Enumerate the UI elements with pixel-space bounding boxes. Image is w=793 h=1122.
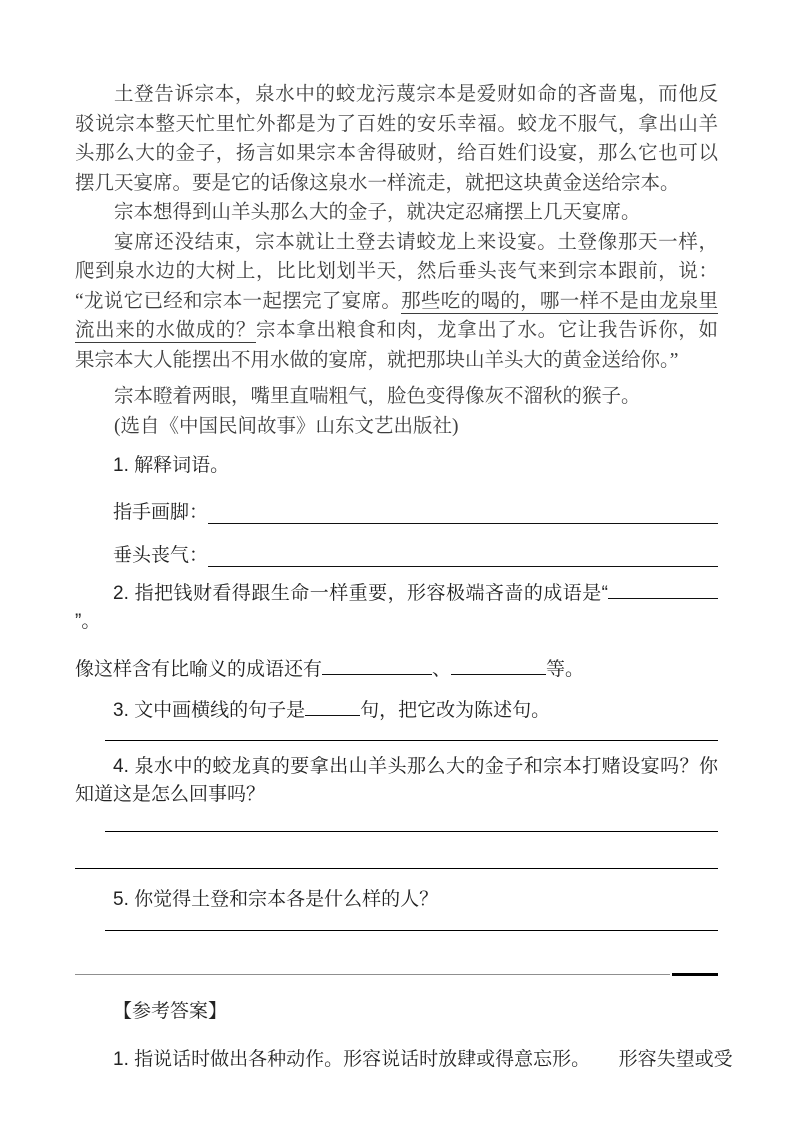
question-2-line-2 bbox=[75, 655, 718, 684]
question-3-tail: 句，把它改为陈述句。 bbox=[360, 700, 551, 721]
question-2-close-quote: ”。 bbox=[75, 611, 101, 632]
reference-answer-1: 1. 指说话时做出各种动作。形容说话时放肆或得意忘形。 形容失望或受 bbox=[113, 1049, 733, 1070]
source-attribution: (选自《中国民间故事》山东文艺出版社) bbox=[114, 415, 459, 437]
inline-blank-idiom bbox=[608, 579, 718, 599]
answer-line-q4-2 bbox=[75, 868, 718, 869]
divider-thick-segment bbox=[672, 973, 718, 976]
question-5: 5. 你觉得土登和宗本各是什么样的人？ bbox=[113, 889, 439, 910]
reference-answers-header: 【参考答案】 bbox=[113, 1001, 228, 1022]
definition-row-zhishouhuajiao bbox=[113, 499, 718, 527]
question-2-line-2-separator: 、 bbox=[432, 659, 452, 680]
answer-blank-line-term-1 bbox=[208, 523, 718, 524]
inline-blank-idiom-a bbox=[322, 655, 432, 675]
question-2-line-1 bbox=[75, 579, 718, 636]
reference-answers-section bbox=[75, 998, 733, 1074]
definition-term-1: 指手画脚： bbox=[113, 502, 209, 523]
story-paragraph-4: 宗本瞪着两眼，嘴里直喘粗气，脸色变得像灰不溜秋的猴子。 bbox=[114, 386, 641, 407]
inline-blank-sentence-type bbox=[305, 696, 360, 716]
answer-line-q3 bbox=[105, 740, 718, 741]
story-passage bbox=[75, 80, 718, 441]
question-3-text: 3. 文中画横线的句子是 bbox=[113, 700, 306, 721]
story-paragraph-1: 土登告诉宗本，泉水中的蛟龙污蔑宗本是爱财如命的吝啬鬼，而他反驳说宗本整天忙里忙外都是为了百姓的安乐幸福。蛟龙不服气，拿出山羊头那么大的金子，扬言如果宗本舍得破财，给百姓们设宴，那么它也可以摆几天宴席。要是它的话像这泉水一样流走，就把这块黄金送给宗本。 bbox=[75, 84, 718, 194]
story-paragraph-3-tail: 宗本拿出粮食和肉，龙拿出了水。它让我告诉你，如果宗本大人能摆出不用水做的宴席，就把那块山羊头大的黄金送给你。” bbox=[75, 320, 718, 371]
question-2-line-2-text: 像这样含有比喻义的成语还有 bbox=[75, 659, 323, 680]
answer-blank-line-term-2 bbox=[208, 566, 718, 567]
story-paragraph-2: 宗本想得到山羊头那么大的金子，就决定忍痛摆上几天宴席。 bbox=[114, 202, 641, 223]
page-break-divider bbox=[75, 973, 718, 976]
question-4: 4. 泉水中的蛟龙真的要拿出山羊头那么大的金子和宗本打赌设宴吗？你知道这是怎么回事吗？ bbox=[75, 756, 718, 805]
answer-line-q5 bbox=[105, 930, 718, 931]
question-2-line-2-tail: 等。 bbox=[546, 659, 585, 680]
question-1-label: 1. 解释词语。 bbox=[113, 455, 230, 476]
definition-term-2: 垂头丧气： bbox=[113, 545, 209, 566]
questions-section bbox=[75, 452, 718, 931]
underlined-sentence: 那些吃的喝的，哪一样不是由龙泉里流出来的水做成的？ bbox=[75, 290, 718, 341]
story-paragraph-3-lead: 宴席还没结束，宗本就让土登去请蛟龙上来设宴。土登像那天一样，爬到泉水边的大树上，比比划划半天，然后垂头丧气来到宗本跟前，说：“龙说它已经和宗本一起摆完了宴席。 bbox=[75, 231, 718, 312]
answer-line-q4-1 bbox=[105, 831, 718, 832]
definition-row-chuitousangqi bbox=[113, 542, 718, 570]
question-3 bbox=[75, 696, 718, 725]
question-2-text: 2. 指把钱财看得跟生命一样重要，形容极端吝啬的成语是“ bbox=[113, 583, 608, 604]
story-paragraph-3 bbox=[75, 228, 718, 376]
divider-thin-segment bbox=[75, 974, 670, 975]
inline-blank-idiom-b bbox=[451, 655, 546, 675]
